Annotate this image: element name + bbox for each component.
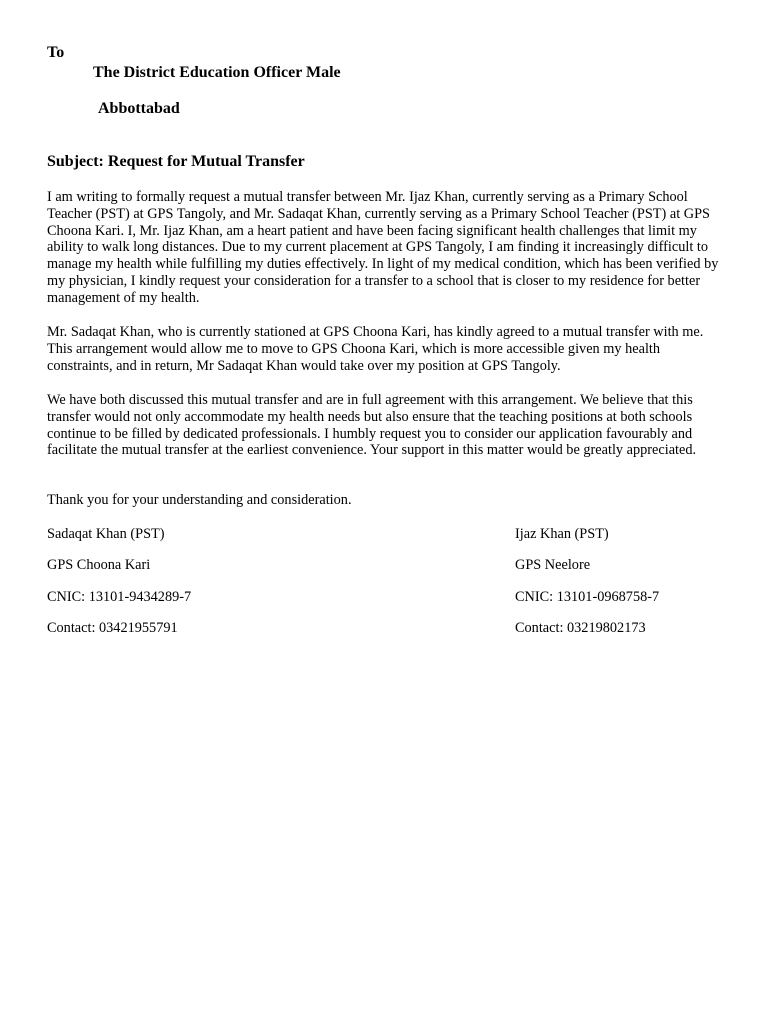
signatory-name-right: Ijaz Khan (PST) bbox=[515, 526, 609, 542]
body-paragraph-1: I am writing to formally request a mutual transfer between Mr. Ijaz Khan, currently serving as a Primary School Teacher (PST) at GPS Tangoly, and Mr. Sadaqat Khan, currently serving as a Primary School Teacher (PST) at GPS Choona Kari. I, Mr. Ijaz Khan, am a heart patient and have been facing significant health challenges that limit my ability to walk long distances. Due to my current placement at GPS Tangoly, I am finding it increasingly difficult to manage my health while fulfilling my duties effectively. In light of my medical condition, which has been verified by my physician, I kindly request your consideration for a transfer to a school that is closer to my residence for better management of my health. bbox=[47, 189, 719, 306]
signatory-cnic-left: CNIC: 13101-9434289-7 bbox=[47, 589, 192, 605]
subject-line: Subject: Request for Mutual Transfer bbox=[47, 153, 305, 170]
signatory-school-right: GPS Neelore bbox=[515, 557, 591, 573]
body-paragraph-3: We have both discussed this mutual transfer and are in full agreement with this arrangement. We believe that this transfer would not only accommodate my health needs but also ensure that the teaching positions at both schools continue to be filled by dedicated professionals. I humbly request you to consider our application favourably and facilitate the mutual transfer at the earliest convenience. Your support in this matter would be greatly appreciated. bbox=[47, 392, 697, 459]
recipient-city: Abbottabad bbox=[98, 100, 180, 117]
body-paragraph-2: Mr. Sadaqat Khan, who is currently stationed at GPS Choona Kari, has kindly agreed to a mutual transfer with me. This arrangement would allow me to move to GPS Choona Kari, which is more accessible given my health constraints, and in return, Mr Sadaqat Khan would take over my position at GPS Tangoly. bbox=[47, 324, 704, 374]
signatory-school-left: GPS Choona Kari bbox=[47, 557, 151, 573]
signatory-name-left: Sadaqat Khan (PST) bbox=[47, 526, 165, 542]
signatory-contact-right: Contact: 03219802173 bbox=[515, 620, 646, 636]
salutation-to: To bbox=[47, 44, 65, 61]
closing-line: Thank you for your understanding and consideration. bbox=[47, 492, 352, 508]
recipient-title: The District Education Officer Male bbox=[93, 64, 341, 81]
signatory-cnic-right: CNIC: 13101-0968758-7 bbox=[515, 589, 660, 605]
signatory-contact-left: Contact: 03421955791 bbox=[47, 620, 178, 636]
